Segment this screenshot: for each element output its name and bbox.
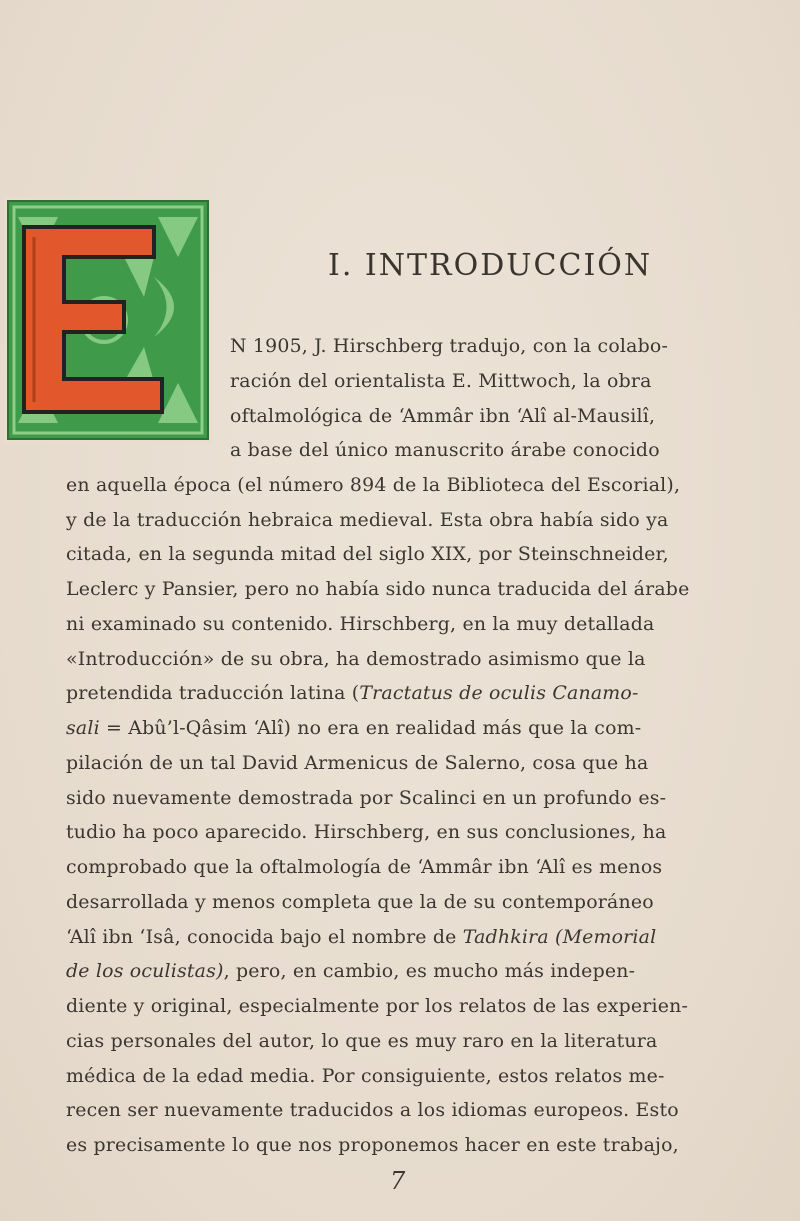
text-line-1: N 1905, J. Hirschberg tradujo, con la colabo- xyxy=(230,335,669,357)
decorated-initial-letter xyxy=(4,197,212,443)
text-line-12 xyxy=(66,715,641,741)
text-line-10: «Introducción» de su obra, ha demostrado asimismo que la xyxy=(66,647,646,670)
text-line-12-italic: sali xyxy=(66,717,100,740)
text-line-11-italic: Tractatus de oculis Canamo- xyxy=(359,682,639,705)
text-line-2: ración del orientalista E. Mittwoch, la obra xyxy=(230,369,652,392)
text-line-18-italic: Tadhkira (Memorial xyxy=(462,925,657,948)
text-line-17: desarrollada y menos completa que la de su contemporáneo xyxy=(66,890,654,913)
text-line-11-a: pretendida traducción latina ( xyxy=(66,682,360,705)
text-line-19 xyxy=(66,958,635,984)
text-line-23: recen ser nuevamente traducidos a los idiomas europeos. Esto xyxy=(66,1099,679,1122)
text-line-7: citada, en la segunda mitad del siglo XIX, por Steinschneider, xyxy=(66,543,669,566)
text-line-4: a base del único manuscrito árabe conocido xyxy=(230,439,660,462)
text-line-14: sido nuevamente demostrada por Scalinci en un profundo es- xyxy=(66,786,667,809)
chapter-heading: I. INTRODUCCIÓN xyxy=(328,248,653,283)
text-line-12-b: = Abû’l-Qâsim ‘Alî) no era en realidad más que la com- xyxy=(99,717,642,740)
page-number: 7 xyxy=(390,1166,406,1195)
text-line-8: Leclerc y Pansier, pero no había sido nunca traducida del árabe xyxy=(66,578,690,601)
text-line-5: en aquella época (el número 894 de la Biblioteca del Escorial), xyxy=(66,473,681,496)
text-line-6: y de la traducción hebraica medieval. Esta obra había sido ya xyxy=(66,508,669,531)
text-line-20: diente y original, especialmente por los relatos de las experien- xyxy=(66,995,689,1017)
text-line-19-b: , pero, en cambio, es mucho más indepen- xyxy=(223,960,636,983)
text-line-18 xyxy=(66,924,656,950)
text-line-3: oftalmológica de ‘Ammâr ibn ‘Alî al-Mausilî, xyxy=(230,404,656,427)
text-line-11 xyxy=(66,680,639,706)
text-line-21: cias personales del autor, lo que es muy raro en la literatura xyxy=(66,1029,658,1052)
text-line-18-a: ‘Alî ibn ‘Isâ, conocida bajo el nombre de xyxy=(66,925,463,948)
text-line-9: ni examinado su contenido. Hirschberg, en la muy detallada xyxy=(66,612,655,635)
text-line-19-italic: de los oculistas) xyxy=(66,960,224,983)
text-line-13: pilación de un tal David Armenicus de Salerno, cosa que ha xyxy=(66,751,649,774)
text-line-24: es precisamente lo que nos proponemos hacer en este trabajo, xyxy=(66,1134,679,1156)
text-line-15: tudio ha poco aparecido. Hirschberg, en sus conclusiones, ha xyxy=(66,821,667,844)
text-line-22: médica de la edad media. Por consiguiente, estos relatos me- xyxy=(66,1064,665,1087)
text-line-16: comprobado que la oftalmología de ‘Ammâr ibn ‘Alî es menos xyxy=(66,856,663,879)
initial-e-ornament-icon xyxy=(4,197,212,443)
